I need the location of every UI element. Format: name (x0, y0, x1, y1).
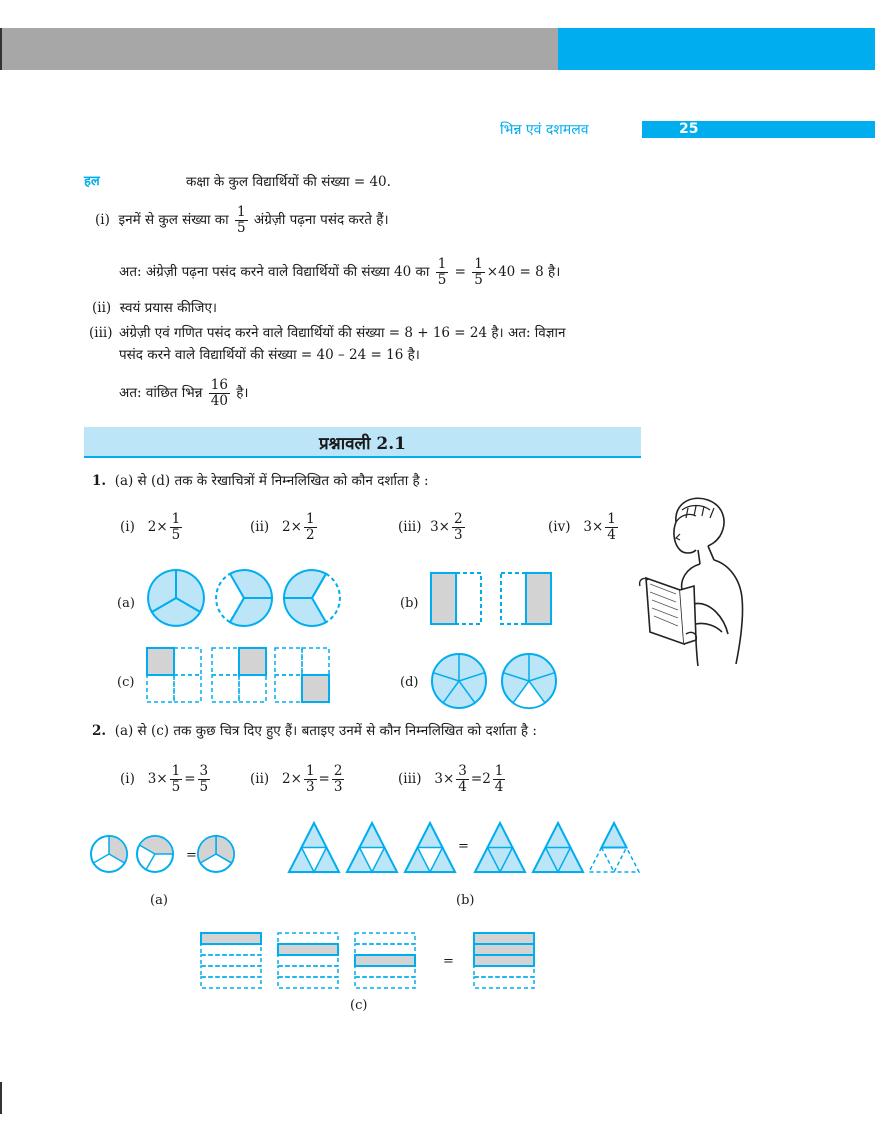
figure-2b-triangles (288, 822, 640, 874)
exercise-banner (84, 427, 641, 458)
q1-item-iii: (iii) 3× $\frac{2}{3}$ (398, 511, 463, 543)
equals-sign: = (454, 264, 466, 280)
page-number: 25 (679, 121, 699, 137)
fig-label-b: (b) (400, 596, 419, 611)
circle-fifths-2 (502, 654, 556, 708)
fig2-label-c: (c) (350, 998, 368, 1013)
figure-2a-circles (90, 835, 240, 875)
q1-item-i: (i) 2× $\frac{1}{5}$ (120, 511, 181, 543)
q1-item-ii: (ii) 2× $\frac{1}{2}$ (250, 511, 315, 543)
square-quarters-2 (212, 648, 266, 702)
fig-label-a: (a) (117, 596, 135, 611)
solution-item-i (95, 205, 389, 236)
solution-final (119, 378, 249, 409)
circle-fifths-1 (432, 654, 486, 708)
exercise-title: प्रश्नावली 2.1 (319, 434, 406, 454)
triangle-quarters-3 (405, 823, 455, 872)
fig-label-c: (c) (117, 675, 135, 690)
fig-label-d: (d) (400, 675, 419, 690)
fig2-label-b: (b) (456, 893, 475, 908)
rect-stripes-2 (278, 933, 338, 988)
solution-label: हल (84, 174, 100, 189)
figure-a-circles (147, 569, 342, 629)
equals-sign: = (458, 839, 469, 854)
boy-reading-illustration (636, 494, 748, 670)
solution-item-iii-line2: पसंद करने वाले विद्यार्थियों की संख्या = 40 – 24 = 16 है। (119, 347, 420, 363)
item-text: ×40 = 8 है। (486, 264, 561, 280)
equals-sign: = (186, 848, 197, 863)
circle-thirds-2 (216, 570, 272, 626)
crop-mark-top (0, 28, 2, 70)
fig2-label-a: (a) (150, 893, 168, 908)
figure-c-squares (146, 647, 332, 705)
equals-sign: = (443, 954, 454, 969)
rect-stripes-1 (201, 933, 261, 988)
question-1 (92, 472, 429, 490)
circle-thirds-3 (284, 570, 340, 626)
triangle-quarters-6 (589, 823, 639, 872)
solution-item-ii (92, 299, 217, 317)
q2-item-ii: (ii) 2× $\frac{1}{3}$ = $\frac{2}{3}$ (250, 763, 343, 795)
item-text: स्वयं प्रयास कीजिए। (119, 300, 218, 316)
question-text: (a) से (c) तक कुछ चित्र दिए हुए हैं। बताइए उनमें से कौन निम्नलिखित को दर्शाता है : (114, 723, 537, 739)
q2-item-i: (i) 3× $\frac{1}{5}$ = $\frac{3}{5}$ (120, 763, 209, 795)
item-text: अत: वांछित भिन्न (119, 385, 203, 401)
question-text: (a) से (d) तक के रेखाचित्रों में निम्नलिखित को कौन दर्शाता है : (114, 473, 429, 489)
fraction: $\frac{1}{5}$ (236, 204, 246, 236)
item-number: (ii) (92, 300, 112, 316)
figure-d-circles (431, 653, 559, 709)
solution-intro: कक्षा के कुल विद्यार्थियों की संख्या = 40. (186, 174, 391, 190)
fraction: $\frac{1}{5}$ (437, 256, 447, 288)
triangle-quarters-4 (475, 823, 525, 872)
q1-item-iv: (iv) 3× $\frac{1}{4}$ (548, 511, 616, 543)
triangle-quarters-5 (533, 823, 583, 872)
rect-stripes-3 (355, 933, 415, 988)
item-text: है। (236, 385, 249, 401)
circle-thirds-small-2 (137, 836, 173, 872)
circle-thirds-small-3 (198, 836, 234, 872)
running-title: भिन्न एवं दशमलव (500, 122, 589, 138)
circle-thirds-small-1 (91, 836, 127, 872)
item-text: इनमें से कुल संख्या का (118, 212, 229, 228)
fraction: $\frac{1}{5}$ (474, 256, 483, 288)
solution-item-iii-number: (iii) (89, 325, 113, 341)
item-text: अंग्रेज़ी पढ़ना पसंद करते हैं। (253, 212, 389, 228)
crop-mark-bottom (0, 1082, 2, 1114)
item-text: अत: अंग्रेज़ी पढ़ना पसंद करने वाले विद्यार्थियों की संख्या 40 का (119, 264, 430, 280)
item-number: (i) (95, 212, 110, 228)
figure-b-rectangles (430, 572, 555, 626)
rect-stripes-4 (474, 933, 534, 988)
question-number: 2. (92, 723, 107, 739)
solution-item-iii-line1: अंग्रेज़ी एवं गणित पसंद करने वाले विद्यार्थियों की संख्या = 8 + 16 = 24 है। अत: विज्ञान (119, 325, 566, 341)
circle-thirds-1 (148, 570, 204, 626)
triangle-quarters-2 (347, 823, 397, 872)
question-number: 1. (92, 473, 107, 489)
question-2 (92, 722, 537, 740)
square-quarters-1 (147, 648, 201, 702)
solution-item-i-continued (119, 257, 560, 288)
square-quarters-3 (275, 648, 329, 702)
header-blue-bar (558, 28, 875, 70)
triangle-quarters-1 (289, 823, 339, 872)
fraction: $\frac{16}{40}$ (210, 377, 228, 409)
q2-item-iii: (iii) 3× $\frac{3}{4}$ =2 $\frac{1}{4}$ (398, 763, 504, 795)
header-gray-bar (0, 28, 558, 70)
page-number-tab (642, 121, 875, 138)
figure-2c-rectangles (200, 932, 540, 990)
